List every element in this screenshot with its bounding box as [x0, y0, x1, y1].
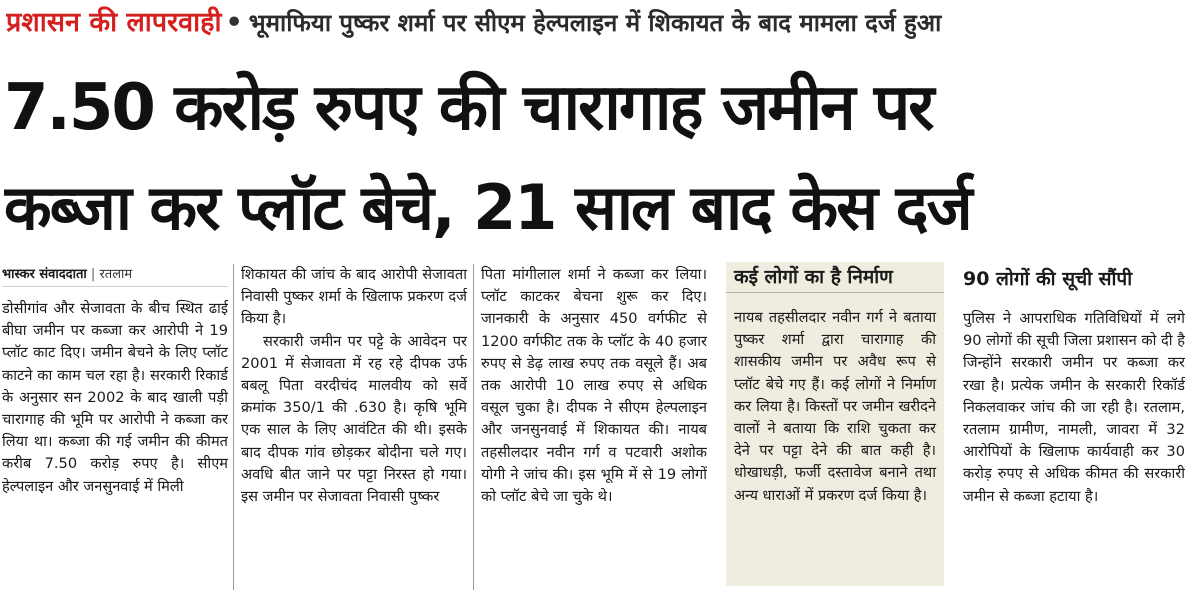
kicker-line — [6, 3, 1184, 43]
byline — [2, 264, 228, 287]
article-column-1 — [2, 264, 228, 590]
kicker-text: भूमाफिया पुष्कर शर्मा पर सीएम हेल्पलाइन में शिकायत के बाद मामला दर्ज हुआ — [248, 9, 942, 37]
kicker-bullet: • — [225, 7, 243, 38]
article-column-3 — [481, 264, 707, 590]
byline-reporter: भास्कर संवाददाता — [2, 267, 87, 282]
article-paragraph: सरकारी जमीन पर पट्टे के आवेदन पर 2001 में सेजावता में रह रहे दीपक उर्फ बबलू पिता वरदीचंद मालवीय को सर्वे क्रमांक 350/1 की .630 है। कृषि भूमि एक साल के लिए आवंटित की थी। इसके बाद दीपक गांव छोड़कर बोदीना चले गए। अवधि बीत जाने पर पट्टा निरस्त हो गया। इस जमीन पर सेजावता निवासी पुष्कर — [241, 332, 467, 506]
side-story — [963, 264, 1185, 590]
byline-place: रतलाम — [99, 267, 133, 282]
article-column-2 — [241, 264, 467, 590]
headline-line-1: 7.50 करोड़ रुपए की चारागाह जमीन पर — [4, 71, 933, 145]
article-paragraph: शिकायत की जांच के बाद आरोपी सेजावता निवासी पुष्कर शर्मा के खिलाफ प्रकरण दर्ज किया है। — [241, 266, 467, 328]
column-divider — [233, 264, 234, 590]
article-paragraph: डोसीगांव और सेजावता के बीच स्थित ढाई बीघा जमीन पर कब्जा कर आरोपी ने 19 प्लॉट काट दिए। जमीन बेचने के लिए प्लॉट काटने का काम चल रहा है। सरकारी रिकार्ड के अनुसार सन 2002 के बाद खाली पड़ी चारागाह की भूमि पर आरोपी ने कब्जा कर लिया था। कब्जा की गई जमीन की कीमत करीब 7.50 करोड़ रुपए है। सीएम हेल्पलाइन और जनसुनवाई में मिली — [2, 300, 228, 495]
info-box-title: कई लोगों का है निर्माण — [726, 262, 944, 293]
headline-line-2: कब्जा कर प्लॉट बेचे, 21 साल बाद केस दर्ज — [4, 171, 971, 244]
info-box — [726, 262, 944, 586]
side-story-title: 90 लोगों की सूची सौंपी — [963, 268, 1133, 290]
byline-separator: | — [90, 267, 96, 282]
kicker-tag: प्रशासन की लापरवाही — [6, 7, 222, 38]
column-divider — [473, 264, 474, 590]
side-story-text: पुलिस ने आपराधिक गतिविधियों में लगे 90 लोगों की सूची जिला प्रशासन को दी है जिन्होंने सरकारी जमीन पर कब्जा कर रखा है। प्रत्येक जमीन के सरकारी रिकॉर्ड निकलवाकर जांच की जा रही है। रतलाम, रतलाम ग्रामीण, नामली, जावरा में 32 आरोपियों के खिलाफ कार्यवाही कर 30 करोड़ रुपए से अधिक कीमत की सरकारी जमीन से कब्जा हटाया है। — [963, 310, 1185, 505]
article-paragraph: पिता मांगीलाल शर्मा ने कब्जा कर लिया। प्लॉट काटकर बेचना शुरू कर दिए। जानकारी के अनुसार 450 वर्गफीट से 1200 वर्गफीट तक के प्लॉट के 40 हजार रुपए से डेढ़ लाख रुपए तक वसूले हैं। अब तक आरोपी 10 लाख रुपए से अधिक वसूल चुका है। दीपक ने सीएम हेल्पलाइन और जनसुनवाई में शिकायत की। नायब तहसीलदार नवीन गर्ग व पटवारी अशोक योगी ने जांच की। इस भूमि में से 19 लोगों को प्लॉट बेचे जा चुके थे। — [481, 266, 707, 506]
info-box-text: नायब तहसीलदार नवीन गर्ग ने बताया पुष्कर शर्मा द्वारा चारागाह की शासकीय जमीन पर अवैध रूप से प्लॉट बेचे गए हैं। कई लोगों ने निर्माण कर लिया है। किस्तों पर जमीन खरीदने वालों ने बताया कि राशि चुकता कर देने पर पट्टा देने की बात कही है। धोखाधड़ी, फर्जी दस्तावेज बनाने तथा अन्य धाराओं में प्रकरण दर्ज किया है। — [734, 309, 936, 504]
